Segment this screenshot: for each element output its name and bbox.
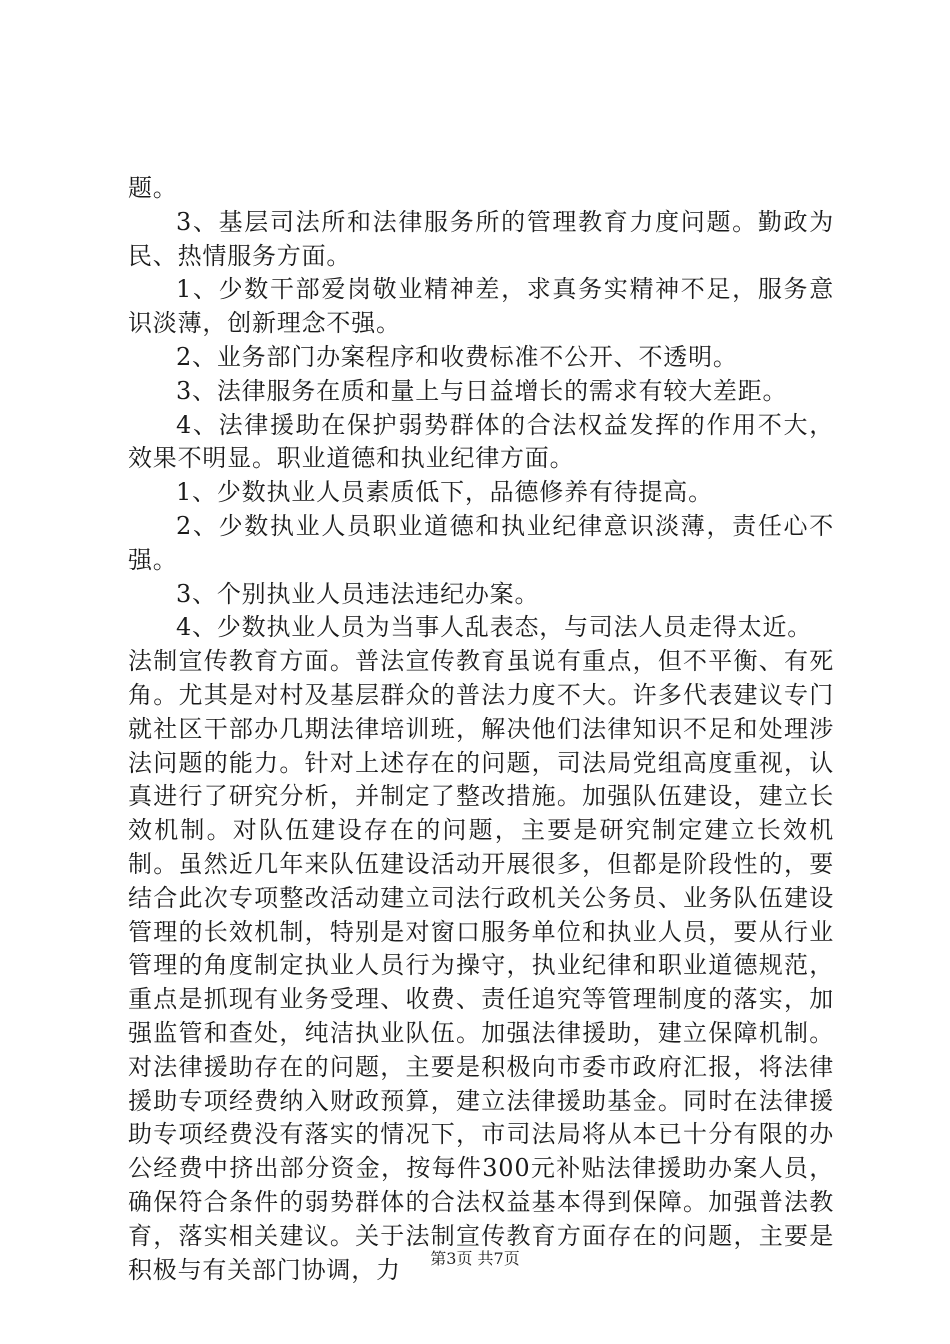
paragraph: 3、法律服务在质和量上与日益增长的需求有较大差距。 xyxy=(176,376,788,405)
paragraph: 题。 xyxy=(128,174,178,202)
paragraph: 4、法律援助在保护弱势群体的合法权益发挥的作用不大，效果不明显。职业道德和执业纪律方面。 xyxy=(128,410,834,473)
document-body xyxy=(128,172,834,1287)
page-number: 第3页 共7页 xyxy=(430,1249,520,1268)
paragraph: 4、少数执业人员为当事人乱表态，与司法人员走得太近。 xyxy=(176,613,813,642)
paragraph: 2、少数执业人员职业道德和执业纪律意识淡薄，责任心不强。 xyxy=(128,511,834,574)
paragraph: 2、业务部门办案程序和收费标准不公开、不透明。 xyxy=(176,342,738,371)
paragraph: 3、个别执业人员违法违纪办案。 xyxy=(176,579,540,608)
paragraph: 法制宣传教育方面。普法宣传教育虽说有重点，但不平衡、有死角。尤其是对村及基层群众的普法力度不大。许多代表建议专门就社区干部办几期法律培训班，解决他们法律知识不足和处理涉法问题的能力。针对上述存在的问题，司法局党组高度重视，认真进行了研究分析，并制定了整改措施。加强队伍建设，建立长效机制。对队伍建设存在的问题，主要是研究制定建立长效机制。虽然近几年来队伍建设活动开展很多，但都是阶段性的，要结合此次专项整改活动建立司法行政机关公务员、业务队伍建设管理的长效机制，特别是对窗口服务单位和执业人员，要从行业管理的角度制定执业人员行为操守，执业纪律和职业道德规范，重点是抓现有业务受理、收费、责任追究等管理制度的落实，加强监管和查处，纯洁执业队伍。加强法律援助，建立保障机制。对法律援助存在的问题，主要是积极向市委市政府汇报，将法律援助专项经费纳入财政预算，建立法律援助基金。同时在法律援助专项经费没有落实的情况下，市司法局将从本已十分有限的办公经费中挤出部分资金，按每件300元补贴法律援助办案人员，确保符合条件的弱势群体的合法权益基本得到保障。加强普法教育，落实相关建议。关于法制宣传教育方面存在的问题，主要是积极与有关部门协调，力 xyxy=(128,647,834,1284)
paragraph: 1、少数执业人员素质低下，品德修养有待提高。 xyxy=(176,478,713,507)
paragraph: 1、少数干部爱岗敬业精神差，求真务实精神不足，服务意识淡薄，创新理念不强。 xyxy=(128,275,834,338)
paragraph: 3、基层司法所和法律服务所的管理教育力度问题。勤政为民、热情服务方面。 xyxy=(128,207,834,270)
